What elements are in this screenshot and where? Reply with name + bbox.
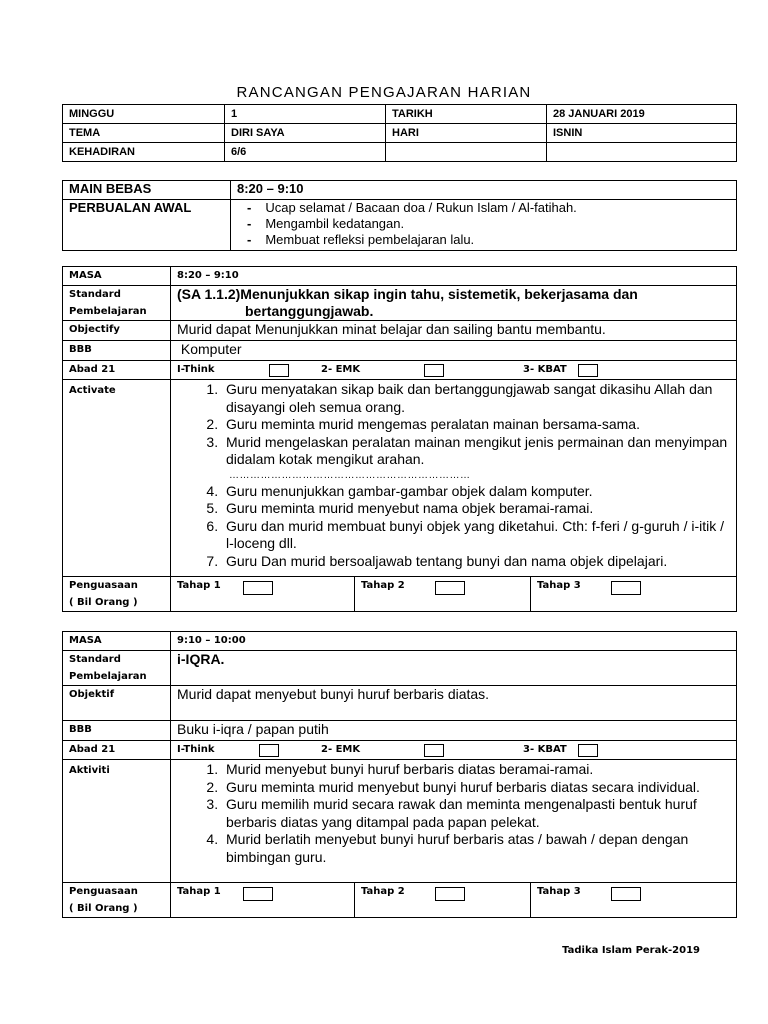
objektif-value: Murid dapat menyebut bunyi huruf berbaris diatas.	[171, 686, 737, 721]
kehadiran-value: 6/6	[225, 143, 386, 162]
main-bebas-time: 8:20 – 9:10	[231, 181, 737, 200]
activity-item: 6. Guru dan murid membuat bunyi objek yang diketahui. Cth: f-feri / g-guruh / i-itik / l-loceng dll.	[222, 518, 730, 553]
aktiviti-label: Activate	[63, 380, 171, 577]
tahap1-input[interactable]	[243, 887, 273, 901]
header-table	[62, 104, 737, 162]
activity-item: 4. Guru menunjukkan gambar-gambar objek dalam komputer.	[222, 483, 730, 501]
abad-content	[171, 741, 737, 760]
ithink-checkbox[interactable]	[269, 364, 289, 377]
session2-masa-row	[63, 632, 737, 651]
session2-standard-row	[63, 651, 737, 686]
bbb-value: Komputer	[171, 341, 737, 361]
empty-cell	[386, 143, 547, 162]
tahap2-cell	[355, 577, 531, 612]
penguasaan-label	[63, 883, 171, 918]
kbat-checkbox[interactable]	[578, 364, 598, 377]
session2-table	[62, 631, 737, 918]
tema-label: TEMA	[63, 124, 225, 143]
bbb-label: BBB	[63, 721, 171, 741]
abad-content	[171, 361, 737, 380]
perbualan-content	[231, 200, 737, 251]
empty-cell	[547, 143, 737, 162]
kehadiran-label: KEHADIRAN	[63, 143, 225, 162]
minggu-label: MINGGU	[63, 105, 225, 124]
session1-objektif-row	[63, 321, 737, 341]
masa-label: MASA	[63, 632, 171, 651]
bbb-value: Buku i-iqra / papan putih	[171, 721, 737, 741]
emk-checkbox[interactable]	[424, 744, 444, 757]
activity-item: 1. Guru menyatakan sikap baik dan bertanggungjawab sangat dikasihu Allah dan disayangi oleh semua orang.	[222, 381, 730, 416]
session1-abad-row	[63, 361, 737, 380]
standard-label	[63, 286, 171, 321]
tahap1-input[interactable]	[243, 581, 273, 595]
activity-item: 3. Guru memilih murid secara rawak dan meminta mengenalpasti bentuk huruf berbaris diatas yang ditampal pada papan pelekat.	[222, 796, 730, 831]
kbat-label: 3- KBAT	[523, 364, 567, 375]
header-row-kehadiran	[63, 143, 737, 162]
tahap2-label: Tahap 2	[361, 580, 405, 591]
perbualan-item: - Mengambil kedatangan.	[267, 216, 730, 232]
standard-text: (SA 1.1.2)Menunjukkan sikap ingin tahu, sistemetik, bekerjasama dan	[177, 286, 638, 302]
activity-list	[177, 761, 730, 866]
session1-aktiviti-row	[63, 380, 737, 577]
standard-label-line2: Pembelajaran	[69, 306, 147, 317]
activity-list	[177, 483, 730, 571]
penguasaan-label-line1: Penguasaan	[69, 886, 138, 897]
activity-item: 1. Murid menyebut bunyi huruf berbaris diatas beramai-ramai.	[222, 761, 730, 779]
session2-bbb-row	[63, 721, 737, 741]
tahap3-label: Tahap 3	[537, 580, 581, 591]
activity-item: 4. Murid berlatih menyebut bunyi huruf berbaris atas / bawah / depan dengan bimbingan guru.	[222, 831, 730, 866]
ithink-checkbox[interactable]	[259, 744, 279, 757]
objektif-label: Objektif	[63, 686, 171, 721]
aktiviti-content	[171, 380, 737, 577]
tahap3-input[interactable]	[611, 581, 641, 595]
hari-value: ISNIN	[547, 124, 737, 143]
tema-value: DIRI SAYA	[225, 124, 386, 143]
session1-table	[62, 266, 737, 612]
emk-checkbox[interactable]	[424, 364, 444, 377]
ithink-label: I-Think	[177, 744, 215, 755]
penguasaan-label-line1: Penguasaan	[69, 580, 138, 591]
standard-content	[171, 286, 737, 321]
perbualan-row	[63, 200, 737, 251]
abad-label: Abad 21	[63, 741, 171, 760]
activity-item: 2. Guru meminta murid mengemas peralatan mainan bersama-sama.	[222, 416, 730, 434]
ithink-label: I-Think	[177, 364, 215, 375]
standard-text-cont: bertanggungjawab.	[245, 303, 374, 319]
masa-value: 8:20 – 9:10	[171, 267, 737, 286]
main-bebas-table	[62, 180, 737, 251]
penguasaan-label-line2: ( Bil Orang )	[69, 597, 138, 608]
masa-label: MASA	[63, 267, 171, 286]
objektif-label: Objectify	[63, 321, 171, 341]
tahap1-label: Tahap 1	[177, 886, 221, 897]
activity-item: 2. Guru meminta murid menyebut bunyi huruf berbaris diatas secara individual.	[222, 779, 730, 797]
session1-penguasaan-row	[63, 577, 737, 612]
header-row-tema	[63, 124, 737, 143]
activity-item: 5. Guru meminta murid menyebut nama objek beramai-ramai.	[222, 500, 730, 518]
abad-label: Abad 21	[63, 361, 171, 380]
session2-aktiviti-row	[63, 760, 737, 883]
standard-label-line1: Standard	[69, 654, 121, 665]
header-row-minggu	[63, 105, 737, 124]
session2-objektif-row	[63, 686, 737, 721]
main-bebas-label: MAIN BEBAS	[63, 181, 231, 200]
standard-label	[63, 651, 171, 686]
minggu-value: 1	[225, 105, 386, 124]
emk-label: 2- EMK	[321, 364, 361, 375]
tahap1-cell	[171, 577, 355, 612]
session1-standard-row	[63, 286, 737, 321]
activity-item: 7. Guru Dan murid bersoaljawab tentang bunyi dan nama objek dipelajari.	[222, 553, 730, 571]
session2-abad-row	[63, 741, 737, 760]
tarikh-value: 28 JANUARI 2019	[547, 105, 737, 124]
tahap2-label: Tahap 2	[361, 886, 405, 897]
dotted-separator: ……………………………………………………………	[229, 469, 471, 481]
standard-text: i-IQRA.	[171, 651, 737, 686]
tahap3-cell	[531, 883, 737, 918]
session1-bbb-row	[63, 341, 737, 361]
tahap2-cell	[355, 883, 531, 918]
penguasaan-label	[63, 577, 171, 612]
session2-penguasaan-row	[63, 883, 737, 918]
aktiviti-label: Aktiviti	[63, 760, 171, 883]
perbualan-label: PERBUALAN AWAL	[63, 200, 231, 251]
tahap2-input[interactable]	[435, 887, 465, 901]
standard-label-line1: Standard	[69, 289, 121, 300]
session1-masa-row	[63, 267, 737, 286]
bbb-label: BBB	[63, 341, 171, 361]
activity-item: 3. Murid mengelaskan peralatan mainan mengikut jenis permainan dan menyimpan didalam kotak mengikut arahan.	[222, 434, 730, 469]
tahap2-input[interactable]	[435, 581, 465, 595]
aktiviti-content	[171, 760, 737, 883]
emk-label: 2- EMK	[321, 744, 361, 755]
tahap1-label: Tahap 1	[177, 580, 221, 591]
perbualan-item: - Membuat refleksi pembelajaran lalu.	[267, 232, 730, 248]
objektif-value: Murid dapat Menunjukkan minat belajar dan sailing bantu membantu.	[171, 321, 737, 341]
activity-list	[177, 381, 730, 469]
masa-value: 9:10 – 10:00	[171, 632, 737, 651]
hari-label: HARI	[386, 124, 547, 143]
tahap1-cell	[171, 883, 355, 918]
tahap3-input[interactable]	[611, 887, 641, 901]
page-title: RANCANGAN PENGAJARAN HARIAN	[236, 84, 532, 101]
perbualan-item: - Ucap selamat / Bacaan doa / Rukun Islam / Al-fatihah.	[267, 200, 730, 216]
tahap3-cell	[531, 577, 737, 612]
standard-label-line2: Pembelajaran	[69, 671, 147, 682]
kbat-checkbox[interactable]	[578, 744, 598, 757]
main-bebas-row	[63, 181, 737, 200]
tarikh-label: TARIKH	[386, 105, 547, 124]
tahap3-label: Tahap 3	[537, 886, 581, 897]
penguasaan-label-line2: ( Bil Orang )	[69, 903, 138, 914]
footer-text: Tadika Islam Perak-2019	[562, 945, 700, 956]
kbat-label: 3- KBAT	[523, 744, 567, 755]
